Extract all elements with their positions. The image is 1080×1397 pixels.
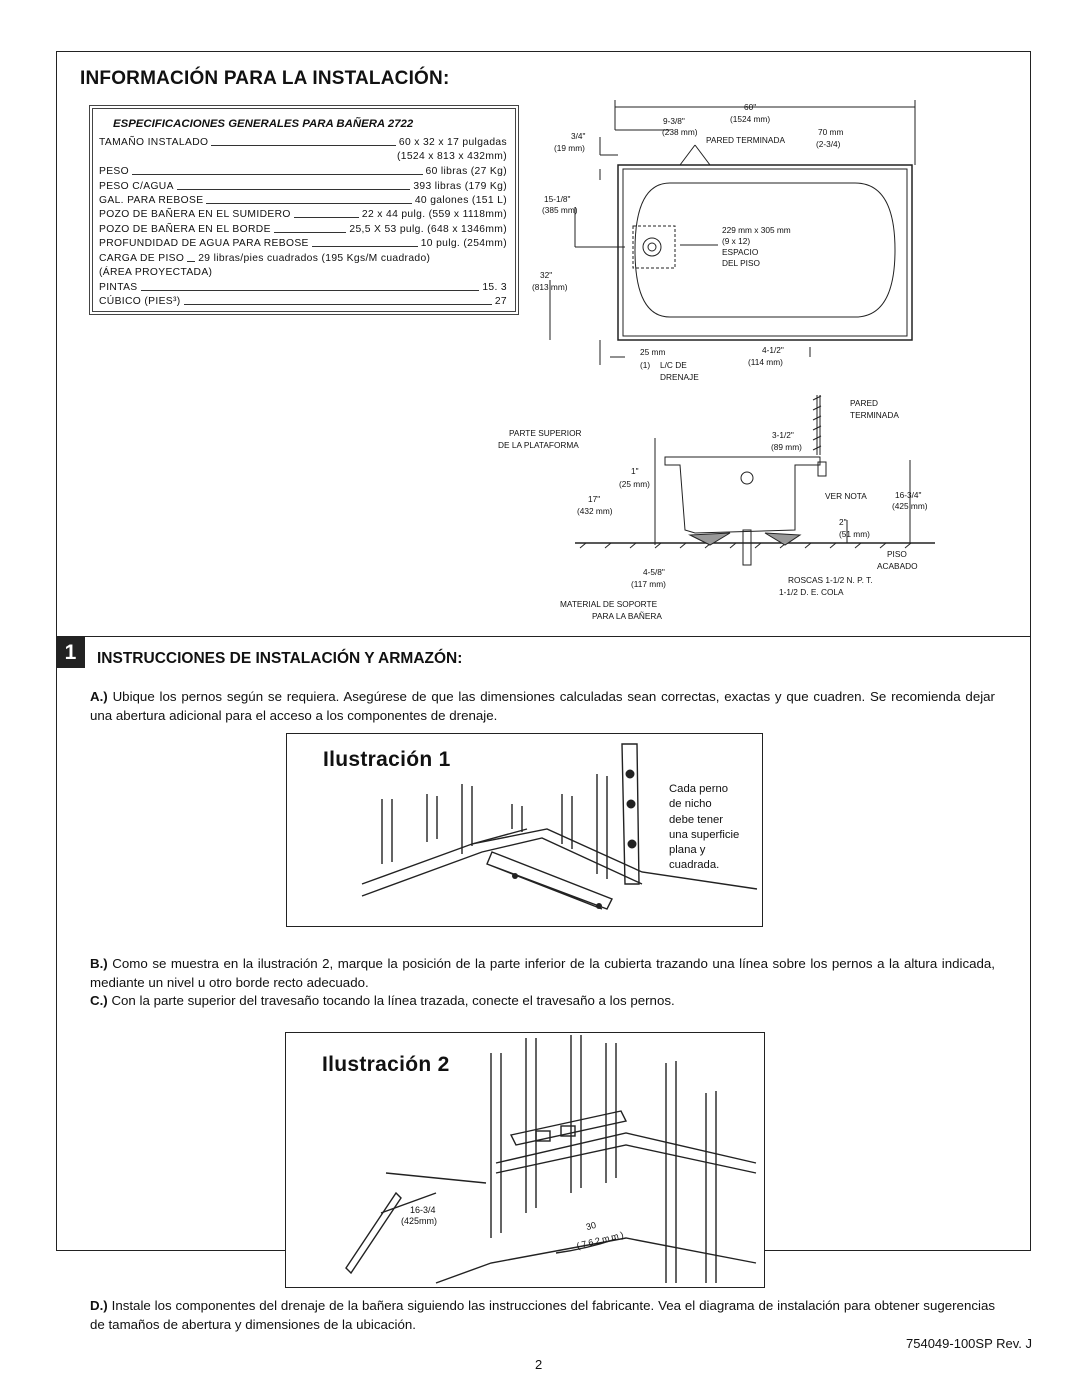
illustration-2-title: Ilustración 2 <box>322 1053 450 1076</box>
spec-row: TAMAÑO INSTALADO 60 x 32 x 17 pulgadas <box>99 137 507 148</box>
svg-text:25 mm: 25 mm <box>640 347 666 357</box>
svg-text:(385 mm): (385 mm) <box>542 205 578 215</box>
svg-text:PARED TERMINADA: PARED TERMINADA <box>706 135 785 145</box>
svg-text:PISO: PISO <box>887 549 907 559</box>
svg-text:(114 mm): (114 mm) <box>748 357 783 367</box>
spec-row: PESO 60 libras (27 Kg) <box>99 166 507 177</box>
svg-text:(25 mm): (25 mm) <box>619 479 650 489</box>
svg-text:229 mm x 305 mm: 229 mm x 305 mm <box>722 225 791 235</box>
ill2-dim-762: (762mm) <box>575 1229 627 1251</box>
spec-row: (1524 x 813 x 432mm) <box>396 151 507 162</box>
svg-text:(432 mm): (432 mm) <box>577 506 613 516</box>
tub-top-view-diagram <box>530 95 1030 395</box>
svg-text:70 mm: 70 mm <box>818 127 844 137</box>
svg-text:L/C DE: L/C DE <box>660 360 687 370</box>
svg-text:1-1/2 D. E. COLA: 1-1/2 D. E. COLA <box>779 587 844 597</box>
spec-row: CARGA DE PISO 29 libras/pies cuadrados (195 Kgs/M cuadrado) <box>99 253 431 264</box>
instruction-c: C.) Con la parte superior del travesaño tocando la línea trazada, conecte el travesaño a los pernos. <box>90 993 675 1008</box>
svg-text:DEL PISO: DEL PISO <box>722 258 760 268</box>
illustration-2 <box>285 1032 765 1288</box>
ill2-dim-30: 30 <box>584 1219 598 1233</box>
illustration-1-note: Cada perno de nicho debe tener una superficie plana y cuadrada. <box>669 783 740 872</box>
instruction-d: D.) Instale los componentes del drenaje de la bañera siguiendo las instrucciones del fabricante. Vea el diagrama de instalación para obtener sugerencias de tamaños de abertura y dimensiones de la ubicación. <box>90 1298 995 1332</box>
svg-text:(117 mm): (117 mm) <box>631 579 666 589</box>
page-title: INFORMACIÓN PARA LA INSTALACIÓN: <box>80 68 450 89</box>
section-divider <box>56 636 1031 637</box>
svg-text:9-3/8": 9-3/8" <box>663 116 685 126</box>
ill2-dim-mm: (425mm) <box>401 1216 438 1226</box>
illustration-1 <box>286 733 763 927</box>
svg-text:2": 2" <box>839 517 847 527</box>
svg-text:ESPACIO: ESPACIO <box>722 247 759 257</box>
svg-text:VER NOTA: VER NOTA <box>825 491 867 501</box>
svg-text:1": 1" <box>631 466 639 476</box>
spec-row: (ÁREA PROYECTADA) <box>99 267 213 278</box>
page-number: 2 <box>535 1357 543 1372</box>
svg-text:15-1/8": 15-1/8" <box>544 194 571 204</box>
svg-text:PARED: PARED <box>850 398 878 408</box>
spec-title: ESPECIFICACIONES GENERALES PARA BAÑERA 2722 <box>113 118 414 130</box>
spec-row: POZO DE BAÑERA EN EL BORDE 25,5 X 53 pulg. (648 x 1346mm) <box>99 224 507 235</box>
spec-row: PINTAS 15. 3 <box>99 282 507 293</box>
svg-text:(1524 mm): (1524 mm) <box>730 114 771 124</box>
svg-text:DRENAJE: DRENAJE <box>660 372 699 382</box>
svg-text:PARA LA BAÑERA: PARA LA BAÑERA <box>592 611 662 621</box>
document-number: 754049-100SP Rev. J <box>906 1336 1032 1351</box>
svg-text:4-1/2": 4-1/2" <box>762 345 784 355</box>
svg-text:3/4": 3/4" <box>571 131 586 141</box>
svg-text:32": 32" <box>540 270 553 280</box>
ill2-dim-in: 16-3/4 <box>410 1205 436 1215</box>
spec-row: CÚBICO (PIES³) 27 <box>99 296 507 307</box>
illustration-1-title: Ilustración 1 <box>323 748 451 771</box>
spec-row: POZO DE BAÑERA EN EL SUMIDERO 22 x 44 pulg. (559 x 1118mm) <box>99 209 507 220</box>
svg-text:3-1/2": 3-1/2" <box>772 430 794 440</box>
svg-text:PARTE SUPERIOR: PARTE SUPERIOR <box>509 428 582 438</box>
spec-row: GAL. PARA REBOSE 40 galones (151 L) <box>99 195 507 206</box>
tub-side-view-diagram <box>495 395 955 630</box>
spec-row: PROFUNDIDAD DE AGUA PARA REBOSE 10 pulg. (254mm) <box>99 238 507 249</box>
spec-row: PESO C/AGUA 393 libras (179 Kg) <box>99 181 507 192</box>
instruction-b: B.) Como se muestra en la ilustración 2, marque la posición de la parte inferior de la cubierta trazando una línea sobre los pernos a la altura indicada, mediante un nivel u otro borde recto adecuado. <box>90 956 995 990</box>
svg-text:ACABADO: ACABADO <box>877 561 918 571</box>
step-number: 1 <box>56 637 85 668</box>
svg-text:(2-3/4): (2-3/4) <box>816 139 841 149</box>
svg-text:4-5/8": 4-5/8" <box>643 567 665 577</box>
svg-text:(1): (1) <box>640 360 651 370</box>
svg-text:17": 17" <box>588 494 601 504</box>
step-heading: INSTRUCCIONES DE INSTALACIÓN Y ARMAZÓN: <box>97 650 463 667</box>
svg-text:(89 mm): (89 mm) <box>771 442 802 452</box>
svg-text:(238 mm): (238 mm) <box>662 127 698 137</box>
svg-text:TERMINADA: TERMINADA <box>850 410 899 420</box>
svg-text:(19 mm): (19 mm) <box>554 143 585 153</box>
instruction-a: A.) Ubique los pernos según se requiera. Asegúrese de que las dimensiones calculadas sean correctas, exactas y que cuadren. Se recomienda dejar una abertura adicional para el acceso a los componentes de drenaje. <box>90 689 995 723</box>
svg-text:(51 mm): (51 mm) <box>839 529 870 539</box>
svg-text:ROSCAS 1-1/2 N. P. T.: ROSCAS 1-1/2 N. P. T. <box>788 575 873 585</box>
spec-table <box>92 108 516 312</box>
svg-text:(9 x 12): (9 x 12) <box>722 236 751 246</box>
svg-text:16-3/4": 16-3/4" <box>895 490 922 500</box>
svg-text:DE LA PLATAFORMA: DE LA PLATAFORMA <box>498 440 579 450</box>
svg-text:(425 mm): (425 mm) <box>892 501 928 511</box>
svg-text:MATERIAL DE SOPORTE: MATERIAL DE SOPORTE <box>560 599 658 609</box>
svg-text:60": 60" <box>744 102 757 112</box>
svg-text:(813 mm): (813 mm) <box>532 282 568 292</box>
